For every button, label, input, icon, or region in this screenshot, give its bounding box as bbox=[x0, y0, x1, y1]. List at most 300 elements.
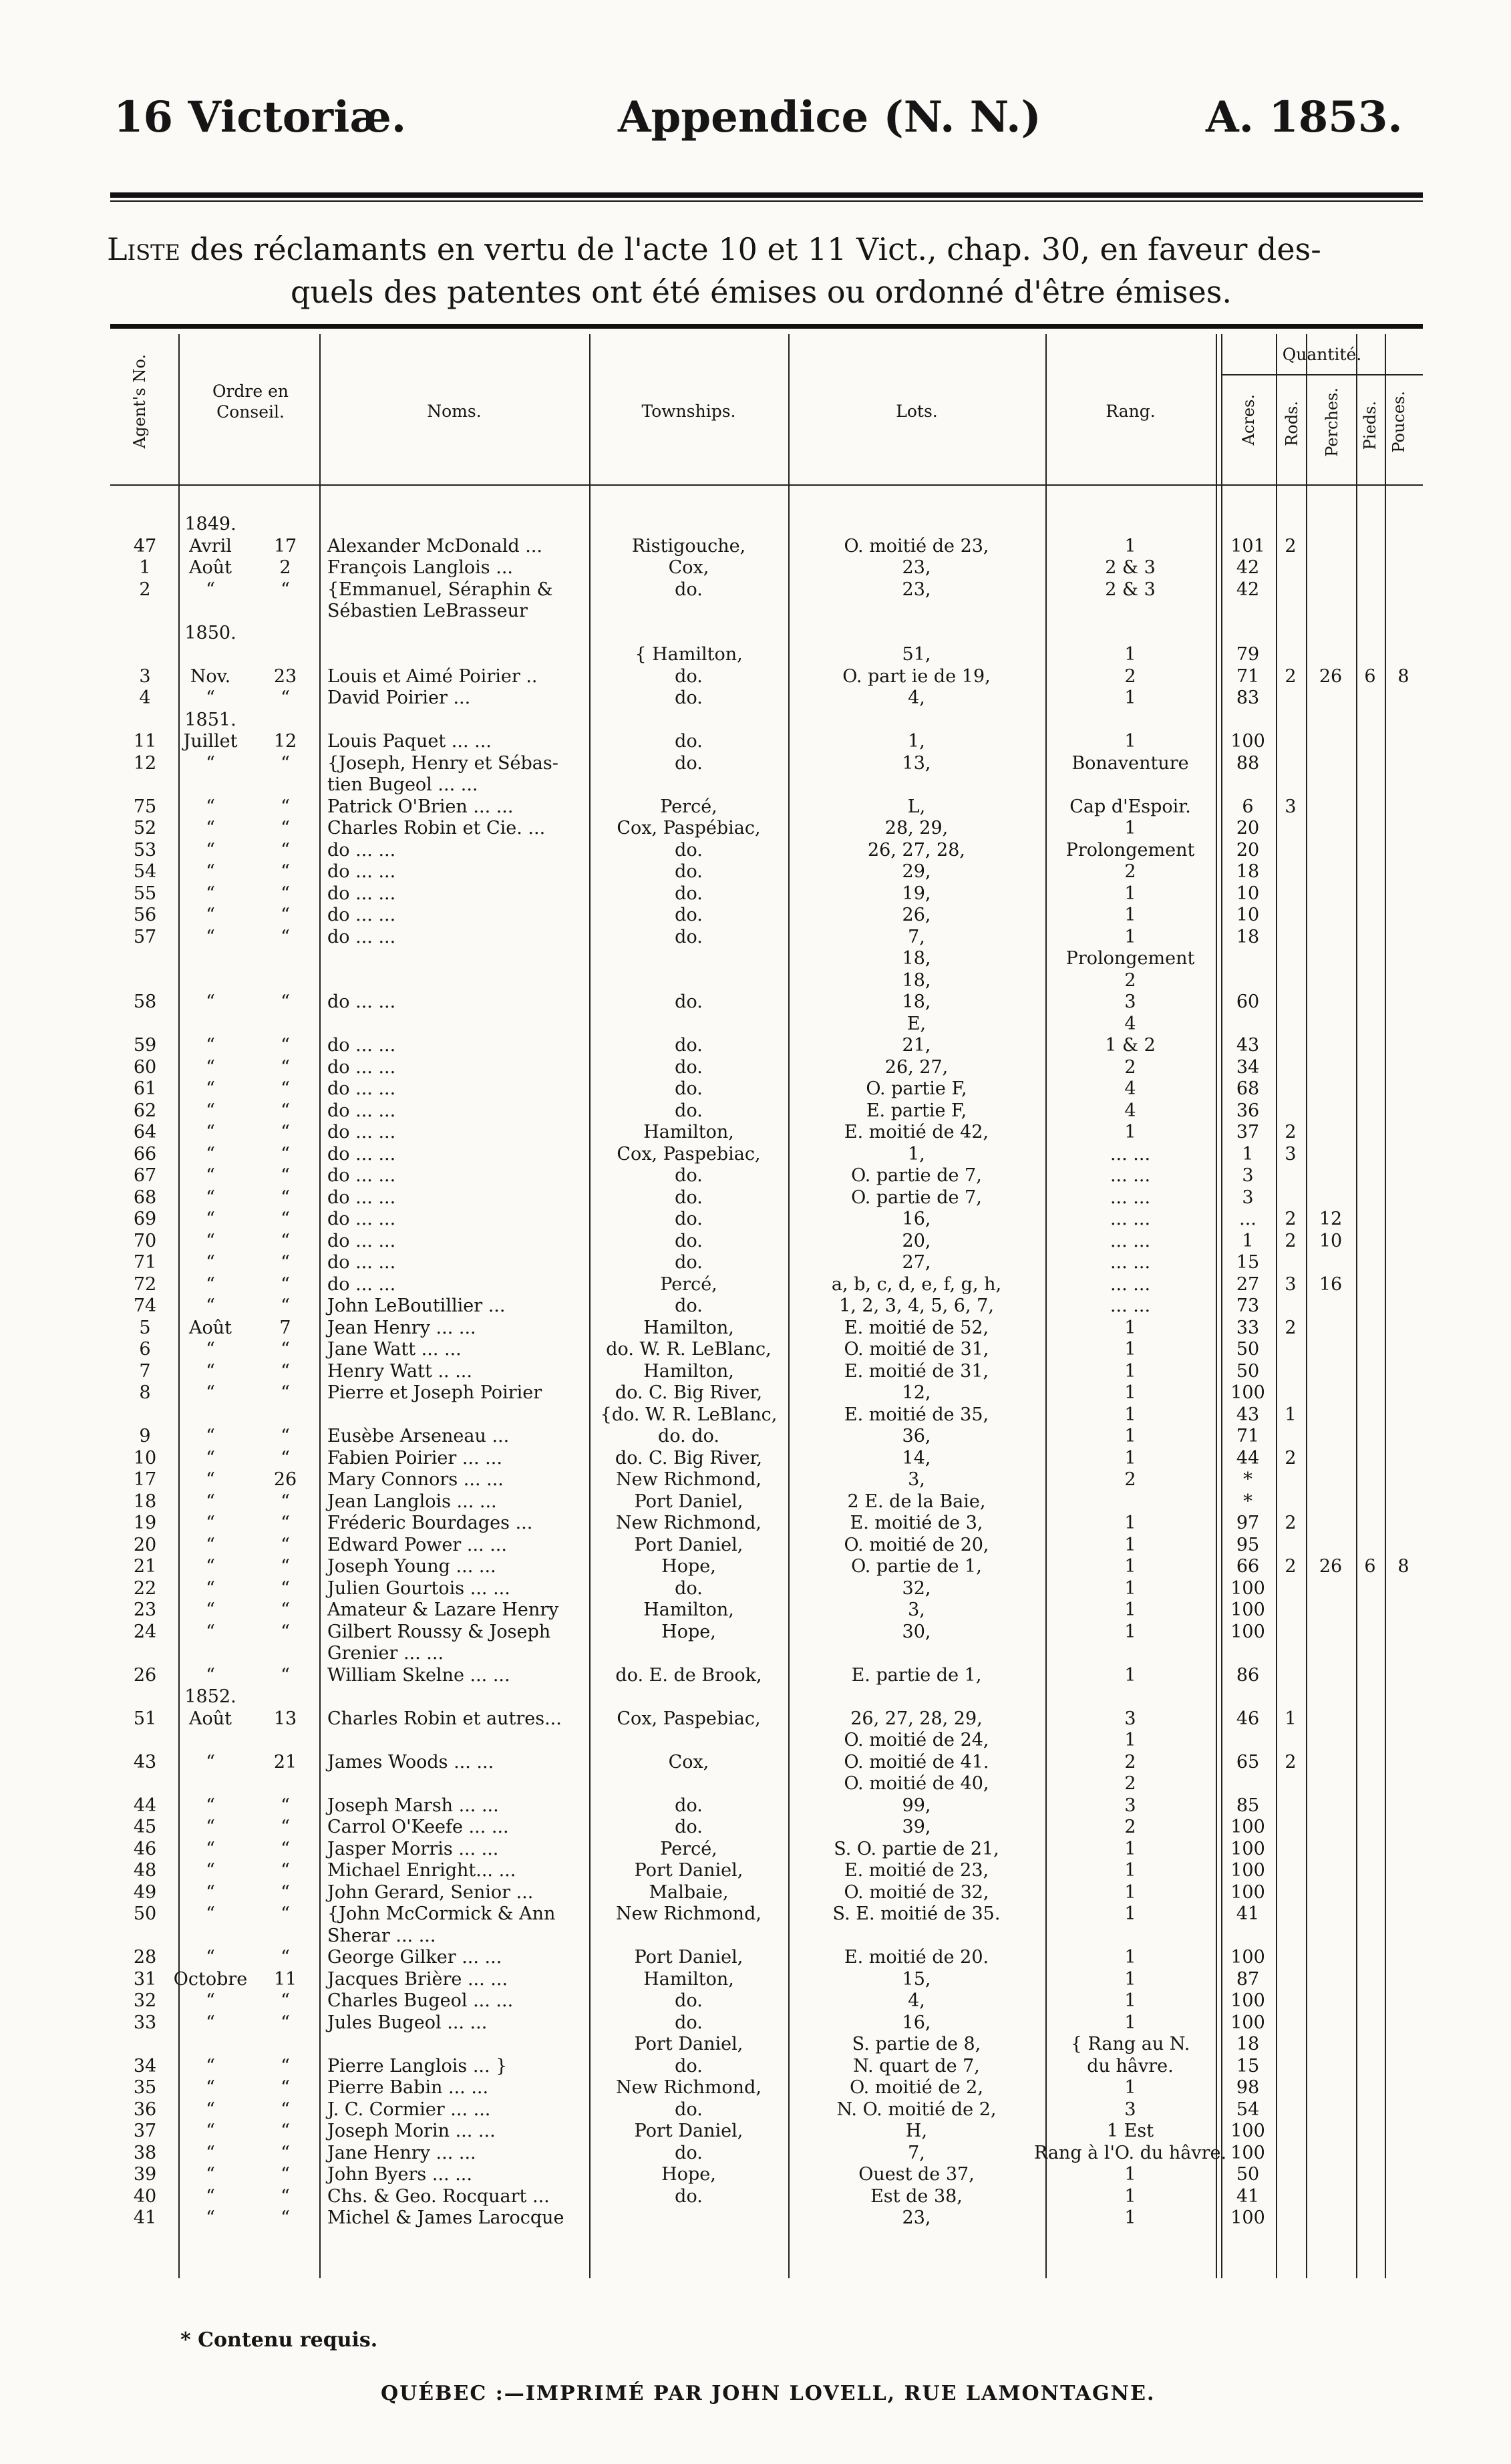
cell-township: Cox, Paspebiac, bbox=[617, 1143, 761, 1165]
cell-name: Jules Bugeol ... ... bbox=[327, 2012, 488, 2033]
cell-month: “ bbox=[206, 1534, 215, 1555]
cell-acres: 100 bbox=[1230, 1947, 1265, 1968]
cell-lot: O. partie de 7, bbox=[851, 1165, 982, 1186]
cell-agent: 62 bbox=[133, 1100, 157, 1121]
cell-rang: 1 bbox=[1124, 1730, 1136, 1750]
table-top-rule bbox=[110, 324, 1423, 329]
cell-lot: 27, bbox=[902, 1252, 931, 1273]
cell-name: George Gilker ... ... bbox=[327, 1947, 502, 1968]
cell-lot: 23, bbox=[902, 2207, 931, 2228]
cell-lot: 26, 27, bbox=[884, 1056, 949, 1078]
cell-township: do. bbox=[675, 1209, 703, 1229]
cell-rang: 1 bbox=[1124, 687, 1136, 708]
cell-name: do ... ... bbox=[327, 883, 396, 904]
cell-name: do ... ... bbox=[327, 1122, 396, 1142]
cell-township: do. bbox=[675, 905, 703, 925]
cell-agent: 35 bbox=[133, 2077, 157, 2098]
cell-lot: E. moitié de 52, bbox=[844, 1317, 989, 1338]
title-line-2: quels des patentes ont été émises ou ordonné d'être émises. bbox=[291, 274, 1232, 310]
cell-name: Pierre et Joseph Poirier bbox=[327, 1382, 542, 1403]
cell-township: do. bbox=[675, 2099, 703, 2120]
cell-day: “ bbox=[281, 687, 290, 708]
cell-rang: ... ... bbox=[1110, 1209, 1151, 1229]
cell-lot: O. moitié de 31, bbox=[844, 1339, 989, 1360]
cell-agent: 8 bbox=[139, 1382, 151, 1403]
cell-acres: 100 bbox=[1230, 1838, 1265, 1859]
cell-lot: O. partie F, bbox=[866, 1078, 967, 1099]
cell-lot: 18, bbox=[902, 991, 931, 1012]
cell-lot: Ouest de 37, bbox=[858, 2164, 975, 2185]
cell-lot: 7, bbox=[908, 926, 925, 947]
cell-rang: 3 bbox=[1124, 1708, 1136, 1729]
cell-agent: 55 bbox=[133, 883, 157, 904]
cell-month: “ bbox=[206, 861, 215, 882]
cell-acres: 100 bbox=[1230, 1599, 1265, 1620]
cell-rang: ... ... bbox=[1110, 1187, 1151, 1208]
cell-acres: 100 bbox=[1230, 1577, 1265, 1599]
cell-acres: 100 bbox=[1230, 1881, 1265, 1903]
cell-rang: 1 bbox=[1124, 1339, 1136, 1360]
cell-day: “ bbox=[281, 883, 290, 904]
cell-lot: O. part ie de 19, bbox=[842, 665, 991, 687]
cell-rang: 1 bbox=[1124, 1404, 1136, 1425]
col-header-quantite: Quantité. bbox=[1282, 345, 1362, 364]
cell-rang: 2 bbox=[1124, 1817, 1136, 1837]
cell-lot: 3, bbox=[908, 1599, 925, 1620]
cell-acres: 18 bbox=[1236, 2034, 1260, 2054]
col-header-perches: Perches. bbox=[1323, 388, 1341, 457]
cell-name: Amateur & Lazare Henry bbox=[327, 1599, 559, 1620]
cell-township: New Richmond, bbox=[616, 1469, 762, 1490]
cell-day: “ bbox=[281, 1273, 290, 1295]
cell-lot: O. moitié de 40, bbox=[844, 1773, 989, 1794]
cell-month: “ bbox=[206, 926, 215, 947]
cell-agent: 38 bbox=[133, 2142, 157, 2163]
cell-acres: 34 bbox=[1236, 1056, 1260, 1078]
cell-name: Joseph Morin ... ... bbox=[327, 2121, 496, 2141]
cell-month: “ bbox=[206, 905, 215, 925]
cell-agent: 33 bbox=[133, 2012, 157, 2033]
cell-township: Percé, bbox=[660, 796, 717, 817]
cell-agent: 21 bbox=[133, 1556, 157, 1577]
col-header-lots: Lots. bbox=[896, 402, 938, 421]
cell-agent: 26 bbox=[133, 1664, 157, 1686]
cell-name: do ... ... bbox=[327, 1209, 396, 1229]
cell-rang: Rang à l'O. du hâvre. bbox=[1033, 2142, 1227, 2163]
cell-month: “ bbox=[206, 2121, 215, 2141]
col-header-rang: Rang. bbox=[1106, 402, 1156, 421]
cell-rang: 1 bbox=[1124, 731, 1136, 752]
cell-agent: 70 bbox=[133, 1230, 157, 1251]
cell-name: Michel & James Larocque bbox=[327, 2207, 564, 2228]
cell-township: do. C. Big River, bbox=[615, 1447, 763, 1469]
cell-agent: 28 bbox=[133, 1947, 157, 1968]
cell-lot: 1, bbox=[908, 1143, 925, 1165]
cell-rang: 1 bbox=[1124, 535, 1136, 557]
cell-acres: * bbox=[1243, 1491, 1252, 1512]
cell-lot: 28, 29, bbox=[884, 818, 949, 838]
cell-day: “ bbox=[281, 1795, 290, 1816]
cell-acres: 95 bbox=[1236, 1534, 1260, 1555]
cell-month: “ bbox=[206, 2077, 215, 2098]
cell-day: “ bbox=[281, 1165, 290, 1186]
cell-month: “ bbox=[206, 1035, 215, 1056]
cell-township: do. bbox=[675, 861, 703, 882]
cell-month: “ bbox=[206, 1469, 215, 1490]
cell-rods: 2 bbox=[1285, 535, 1297, 557]
cell-day: “ bbox=[281, 905, 290, 925]
cell-agent: 68 bbox=[133, 1187, 157, 1208]
cell-rang: 1 bbox=[1124, 1599, 1136, 1620]
cell-agent: 48 bbox=[133, 1860, 157, 1881]
cell-acres: 71 bbox=[1236, 665, 1260, 687]
cell-name: Michael Enright... ... bbox=[327, 1860, 516, 1881]
cell-month: “ bbox=[206, 1817, 215, 1837]
cell-township: Hamilton, bbox=[643, 1968, 734, 1990]
cell-name: do ... ... bbox=[327, 1273, 396, 1295]
cell-pieds: 6 bbox=[1364, 1556, 1376, 1577]
cell-rang: 2 & 3 bbox=[1105, 557, 1156, 578]
cell-agent: 1 bbox=[139, 557, 151, 578]
cell-rang: du hâvre. bbox=[1087, 2055, 1174, 2076]
cell-rang: 1 bbox=[1124, 1360, 1136, 1382]
cell-agent: 49 bbox=[133, 1881, 157, 1903]
cell-day: “ bbox=[281, 2055, 290, 2076]
cell-month: “ bbox=[206, 1599, 215, 1620]
cell-agent: 11 bbox=[133, 731, 157, 752]
cell-name: do ... ... bbox=[327, 1056, 396, 1078]
cell-agent: 72 bbox=[133, 1273, 157, 1295]
cell-township: do. bbox=[675, 687, 703, 708]
cell-rang: 1 bbox=[1124, 1317, 1136, 1338]
cell-acres: 42 bbox=[1236, 557, 1260, 578]
cell-rang: 1 bbox=[1124, 1990, 1136, 2011]
title-first-word: Liste bbox=[107, 231, 180, 267]
cell-township: do. bbox=[675, 579, 703, 600]
cell-name: do ... ... bbox=[327, 926, 396, 947]
cell-agent: 69 bbox=[133, 1209, 157, 1229]
cell-lot: E. moitié de 31, bbox=[844, 1360, 989, 1382]
cell-day: “ bbox=[281, 1577, 290, 1599]
cell-month: “ bbox=[206, 1165, 215, 1186]
cell-rang: 1 bbox=[1124, 818, 1136, 838]
cell-month: “ bbox=[206, 1491, 215, 1512]
cell-lot: a, b, c, d, e, f, g, h, bbox=[831, 1273, 1002, 1295]
cell-day: “ bbox=[281, 1382, 290, 1403]
cell-township: {do. W. R. LeBlanc, bbox=[600, 1404, 778, 1425]
cell-agent: 12 bbox=[133, 752, 157, 774]
cell-day: “ bbox=[281, 2012, 290, 2033]
cell-day: “ bbox=[281, 1664, 290, 1686]
cell-agent: 6 bbox=[139, 1339, 151, 1360]
cell-acres: 54 bbox=[1236, 2099, 1260, 2120]
cell-acres: 73 bbox=[1236, 1295, 1260, 1316]
cell-perches: 26 bbox=[1319, 665, 1343, 687]
cell-lot: Est de 38, bbox=[870, 2185, 963, 2207]
cell-agent: 4 bbox=[139, 687, 151, 708]
title-line-1-rest: des réclamants en vertu de l'acte 10 et 11 Vict., chap. 30, en faveur des- bbox=[180, 231, 1321, 267]
cell-lot: 30, bbox=[902, 1621, 931, 1642]
cell-rods: 3 bbox=[1285, 796, 1297, 817]
cell-name: Eusèbe Arseneau ... bbox=[327, 1426, 510, 1446]
cell-lot: S. E. moitié de 35. bbox=[832, 1903, 1001, 1924]
cell-name: do ... ... bbox=[327, 1165, 396, 1186]
cell-acres: * bbox=[1243, 1469, 1252, 1490]
cell-day: 2 bbox=[279, 557, 291, 578]
cell-township: New Richmond, bbox=[616, 1903, 762, 1924]
cell-day: 7 bbox=[279, 1317, 291, 1338]
cell-name: Charles Robin et Cie. ... bbox=[327, 818, 546, 838]
cell-township: do. bbox=[675, 1795, 703, 1816]
cell-rang: 1 bbox=[1124, 2077, 1136, 2098]
cell-day: “ bbox=[281, 1122, 290, 1142]
cell-name: do ... ... bbox=[327, 991, 396, 1012]
cell-township: do. bbox=[675, 1187, 703, 1208]
cell-rang: ... ... bbox=[1110, 1143, 1151, 1165]
cell-acres: 43 bbox=[1236, 1404, 1260, 1425]
cell-rods: 1 bbox=[1285, 1404, 1297, 1425]
cell-agent: 46 bbox=[133, 1838, 157, 1859]
cell-name: Charles Bugeol ... ... bbox=[327, 1990, 514, 2011]
cell-rang: 1 Est bbox=[1106, 2121, 1154, 2141]
cell-township: do. do. bbox=[658, 1426, 719, 1446]
cell-lot: 23, bbox=[902, 557, 931, 578]
cell-acres: 50 bbox=[1236, 1339, 1260, 1360]
cell-acres: 18 bbox=[1236, 861, 1260, 882]
cell-township: Cox, Paspebiac, bbox=[617, 1708, 761, 1729]
cell-lot: O. moitié de 20, bbox=[844, 1534, 989, 1555]
cell-rang: 2 bbox=[1124, 665, 1136, 687]
cell-rang: 4 bbox=[1124, 1100, 1136, 1121]
cell-rang: ... ... bbox=[1110, 1273, 1151, 1295]
cell-agent: 10 bbox=[133, 1447, 157, 1469]
cell-rods: 1 bbox=[1285, 1708, 1297, 1729]
cell-day: “ bbox=[281, 1056, 290, 1078]
cell-agent: 41 bbox=[133, 2207, 157, 2228]
cell-lot: O. moitié de 24, bbox=[844, 1730, 989, 1750]
cell-name: Jasper Morris ... ... bbox=[327, 1838, 499, 1859]
col-header-ordre: Ordre en Conseil. bbox=[212, 381, 289, 422]
cell-lot: 16, bbox=[902, 2012, 931, 2033]
col-header-townships: Townships. bbox=[641, 402, 736, 421]
footnote: * Contenu requis. bbox=[180, 2328, 378, 2352]
cell-name: do ... ... bbox=[327, 905, 396, 925]
cell-name: Louis et Aimé Poirier .. bbox=[327, 665, 538, 687]
cell-township: do. bbox=[675, 2142, 703, 2163]
cell-acres: 6 bbox=[1242, 796, 1254, 817]
cell-township: Cox, bbox=[668, 1751, 709, 1773]
cell-day: “ bbox=[281, 579, 290, 600]
cell-township: Port Daniel, bbox=[634, 1534, 743, 1555]
cell-name: William Skelne ... ... bbox=[327, 1664, 510, 1686]
cell-acres: 15 bbox=[1236, 1252, 1260, 1273]
title-line-1 bbox=[107, 231, 1321, 267]
cell-rang: 1 bbox=[1124, 1968, 1136, 1990]
cell-name: do ... ... bbox=[327, 1187, 396, 1208]
cell-township: do. bbox=[675, 2012, 703, 2033]
cell-month: “ bbox=[206, 1100, 215, 1121]
cell-township: do. W. R. LeBlanc, bbox=[606, 1339, 772, 1360]
cell-township: do. bbox=[675, 1100, 703, 1121]
cell-rods: 2 bbox=[1285, 1230, 1297, 1251]
cell-acres: 1 bbox=[1242, 1143, 1254, 1165]
header-left: 16 Victoriæ. bbox=[114, 92, 407, 142]
cell-lot: L, bbox=[907, 796, 926, 817]
cell-agent: 36 bbox=[133, 2099, 157, 2120]
cell-agent: 52 bbox=[133, 818, 157, 838]
cell-township: do. bbox=[675, 1252, 703, 1273]
cell-month: Octobre bbox=[173, 1968, 248, 1990]
cell-month: “ bbox=[206, 752, 215, 774]
cell-township: Hope, bbox=[661, 1556, 716, 1577]
cell-name: J. C. Cormier ... ... bbox=[327, 2099, 491, 2120]
cell-township: New Richmond, bbox=[616, 1513, 762, 1533]
cell-name: do ... ... bbox=[327, 839, 396, 861]
cell-lot: E. moitié de 42, bbox=[844, 1122, 989, 1142]
cell-month: “ bbox=[206, 1252, 215, 1273]
cell-acres: 97 bbox=[1236, 1513, 1260, 1533]
cell-acres: 100 bbox=[1230, 1621, 1265, 1642]
header-center: Appendice (N. N.) bbox=[618, 92, 1041, 142]
cell-month: “ bbox=[206, 2185, 215, 2207]
cell-rang: 1 bbox=[1124, 1838, 1136, 1859]
cell-day: “ bbox=[281, 1100, 290, 1121]
cell-lot: 26, bbox=[902, 905, 931, 925]
cell-month: “ bbox=[206, 883, 215, 904]
cell-township: Malbaie, bbox=[649, 1881, 729, 1903]
cell-month: “ bbox=[206, 1751, 215, 1773]
cell-lot: O. moitié de 2, bbox=[850, 2077, 983, 2098]
cell-acres: 66 bbox=[1236, 1556, 1260, 1577]
cell-lot: E, bbox=[906, 1013, 927, 1034]
cell-name: James Woods ... ... bbox=[327, 1751, 494, 1773]
cell-month: “ bbox=[206, 1273, 215, 1295]
cell-month: Avril bbox=[189, 535, 232, 557]
cell-township: Ristigouche, bbox=[631, 535, 746, 557]
cell-name: Joseph Marsh ... ... bbox=[327, 1795, 499, 1816]
cell-acres: 60 bbox=[1236, 991, 1260, 1012]
cell-township: Hamilton, bbox=[643, 1599, 734, 1620]
cell-township: Hope, bbox=[661, 1621, 716, 1642]
cell-month: Août bbox=[189, 1708, 232, 1729]
cell-rods: 3 bbox=[1285, 1273, 1297, 1295]
cell-agent: 66 bbox=[133, 1143, 157, 1165]
cell-day: “ bbox=[281, 1360, 290, 1382]
cell-month: “ bbox=[206, 1187, 215, 1208]
cell-acres: 100 bbox=[1230, 2012, 1265, 2033]
cell-rang: 1 bbox=[1124, 1860, 1136, 1881]
cell-rang: 3 bbox=[1124, 1795, 1136, 1816]
cell-rang: 3 bbox=[1124, 991, 1136, 1012]
cell-rang: 4 bbox=[1124, 1013, 1136, 1034]
col-header-pouces: Pouces. bbox=[1389, 391, 1408, 453]
cell-lot: 19, bbox=[902, 883, 931, 904]
cell-acres: 33 bbox=[1236, 1317, 1260, 1338]
cell-pouces: 8 bbox=[1397, 1556, 1409, 1577]
cell-rang: 1 bbox=[1124, 2012, 1136, 2033]
cell-lot: O. moitié de 41. bbox=[844, 1751, 989, 1773]
cell-name: Fréderic Bourdages ... bbox=[327, 1513, 533, 1533]
cell-name: John Byers ... ... bbox=[327, 2164, 472, 2185]
cell-acres: 36 bbox=[1236, 1100, 1260, 1121]
cell-month: “ bbox=[206, 1903, 215, 1924]
cell-lot: 3, bbox=[908, 1469, 925, 1490]
cell-township: do. bbox=[675, 731, 703, 752]
cell-month: “ bbox=[206, 687, 215, 708]
cell-day: “ bbox=[281, 1990, 290, 2011]
cell-rods: 2 bbox=[1285, 1209, 1297, 1229]
cell-acres: 100 bbox=[1230, 731, 1265, 752]
cell-rang: 2 bbox=[1124, 1056, 1136, 1078]
cell-month: “ bbox=[206, 1513, 215, 1533]
cell-rang: 1 bbox=[1124, 1122, 1136, 1142]
cell-day: 11 bbox=[273, 1968, 297, 1990]
cell-month: “ bbox=[206, 2099, 215, 2120]
cell-day: “ bbox=[281, 861, 290, 882]
cell-day: “ bbox=[281, 1556, 290, 1577]
cell-month: “ bbox=[206, 2055, 215, 2076]
cell-day: “ bbox=[281, 1426, 290, 1446]
top-rule-thick bbox=[110, 192, 1423, 198]
cell-name: Charles Robin et autres... bbox=[327, 1708, 562, 1729]
cell-name: Jacques Brière ... ... bbox=[327, 1968, 508, 1990]
cell-day: “ bbox=[281, 2121, 290, 2141]
cell-day: “ bbox=[281, 1513, 290, 1533]
cell-day: “ bbox=[281, 1838, 290, 1859]
cell-township: do. bbox=[675, 1056, 703, 1078]
cell-name: Jean Langlois ... ... bbox=[327, 1491, 497, 1512]
cell-rang: 2 bbox=[1124, 969, 1136, 991]
cell-rang: 1 bbox=[1124, 1947, 1136, 1968]
cell-month: “ bbox=[206, 1838, 215, 1859]
cell-name: Carrol O'Keefe ... ... bbox=[327, 1817, 509, 1837]
cell-month: “ bbox=[206, 1577, 215, 1599]
cell-name: Jane Henry ... ... bbox=[327, 2142, 476, 2163]
cell-lot: E. moitié de 23, bbox=[844, 1860, 989, 1881]
cell-township: do. bbox=[675, 883, 703, 904]
cell-rang: ... ... bbox=[1110, 1165, 1151, 1186]
cell-day: 12 bbox=[273, 731, 297, 752]
cell-month: “ bbox=[206, 2164, 215, 2185]
cell-name: John Gerard, Senior ... bbox=[327, 1881, 534, 1903]
cell-name: Henry Watt .. ... bbox=[327, 1360, 472, 1382]
cell-day: 21 bbox=[273, 1751, 297, 1773]
cell-day: “ bbox=[281, 1447, 290, 1469]
cell-month: Nov. bbox=[190, 665, 231, 687]
cell-rang: Bonaventure bbox=[1071, 752, 1189, 774]
cell-month: 1850. bbox=[184, 622, 236, 643]
cell-month: “ bbox=[206, 1360, 215, 1382]
cell-township: do. bbox=[675, 665, 703, 687]
cell-month: “ bbox=[206, 1860, 215, 1881]
cell-lot: 16, bbox=[902, 1209, 931, 1229]
cell-rang: 1 bbox=[1124, 1556, 1136, 1577]
col-header-acres: Acres. bbox=[1239, 394, 1258, 446]
cell-township: do. bbox=[675, 1035, 703, 1056]
cell-rang: 2 bbox=[1124, 861, 1136, 882]
cell-acres: 20 bbox=[1236, 839, 1260, 861]
cell-perches: 10 bbox=[1319, 1230, 1343, 1251]
cell-agent: 56 bbox=[133, 905, 157, 925]
cell-agent: 53 bbox=[133, 839, 157, 861]
cell-township: New Richmond, bbox=[616, 2077, 762, 2098]
cell-day: “ bbox=[281, 752, 290, 774]
cell-rods: 2 bbox=[1285, 1556, 1297, 1577]
cell-township: do. bbox=[675, 2055, 703, 2076]
cell-lot: S. O. partie de 21, bbox=[834, 1838, 999, 1859]
cell-month: “ bbox=[206, 991, 215, 1012]
cell-month: “ bbox=[206, 2142, 215, 2163]
